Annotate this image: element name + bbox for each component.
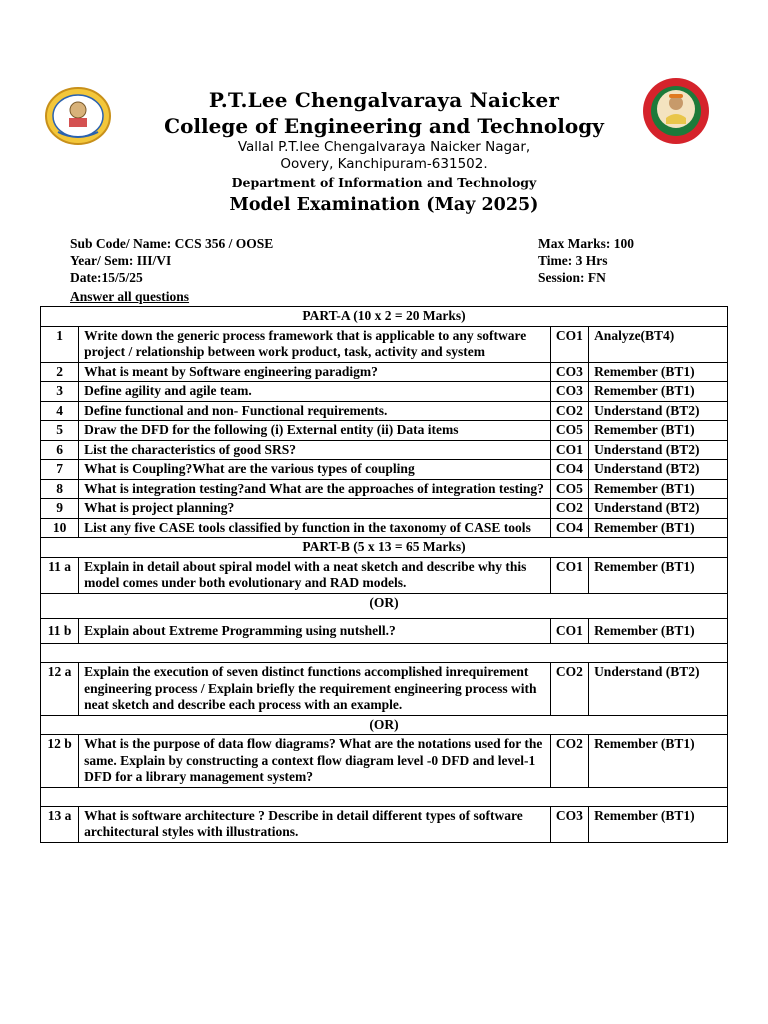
part-b-header-row — [41, 538, 728, 558]
bloom-level: Remember (BT1) — [589, 479, 728, 499]
max-marks: Max Marks: 100 — [538, 236, 634, 251]
course-outcome: CO2 — [550, 663, 588, 716]
or-separator: (OR) — [41, 715, 728, 735]
question-row — [41, 460, 728, 480]
question-number: 6 — [41, 440, 79, 460]
course-outcome: CO1 — [550, 618, 588, 644]
question-text: What is meant by Software engineering paradigm? — [79, 362, 551, 382]
course-outcome: CO2 — [550, 735, 588, 788]
question-row — [41, 479, 728, 499]
course-outcome: CO5 — [550, 421, 588, 441]
spacer-cell — [41, 787, 728, 806]
course-outcome: CO4 — [550, 460, 588, 480]
course-outcome: CO3 — [550, 362, 588, 382]
question-row — [41, 557, 728, 593]
part-a-header-row — [41, 307, 728, 327]
bloom-level: Remember (BT1) — [589, 382, 728, 402]
question-number: 11 b — [41, 618, 79, 644]
question-text: List the characteristics of good SRS? — [79, 440, 551, 460]
question-row — [41, 326, 728, 362]
question-number: 4 — [41, 401, 79, 421]
bloom-level: Remember (BT1) — [589, 806, 728, 842]
course-outcome: CO1 — [550, 557, 588, 593]
question-row — [41, 401, 728, 421]
course-outcome: CO4 — [550, 518, 588, 538]
question-row — [41, 499, 728, 519]
question-text: Explain in detail about spiral model with a neat sketch and describe why this model comes under both evolutionary and RAD models. — [79, 557, 551, 593]
question-row — [41, 382, 728, 402]
bloom-level: Analyze(BT4) — [589, 326, 728, 362]
question-number: 9 — [41, 499, 79, 519]
question-number: 13 a — [41, 806, 79, 842]
part-a-title: PART-A (10 x 2 = 20 Marks) — [41, 307, 728, 327]
course-outcome: CO2 — [550, 499, 588, 519]
question-number: 7 — [41, 460, 79, 480]
question-text: What is project planning? — [79, 499, 551, 519]
bloom-level: Understand (BT2) — [589, 499, 728, 519]
address-line2: Oovery, Kanchipuram-631502. — [280, 156, 488, 172]
question-row — [41, 735, 728, 788]
college-name-line1: P.T.Lee Chengalvaraya Naicker — [208, 88, 560, 112]
bloom-level: Remember (BT1) — [589, 362, 728, 382]
bloom-level: Remember (BT1) — [589, 421, 728, 441]
question-row — [41, 421, 728, 441]
bloom-level: Remember (BT1) — [589, 557, 728, 593]
instruction-answer-all: Answer all questions — [70, 289, 190, 304]
question-number: 5 — [41, 421, 79, 441]
college-name-line2: College of Engineering and Technology — [164, 114, 604, 138]
question-number: 2 — [41, 362, 79, 382]
question-text: List any five CASE tools classified by function in the taxonomy of CASE tools — [79, 518, 551, 538]
question-number: 8 — [41, 479, 79, 499]
question-text: Explain the execution of seven distinct functions accomplished inrequirement engineering process / Explain briefly the requirement engineering process with neat sketch and describe each process with an example. — [79, 663, 551, 716]
bloom-level: Understand (BT2) — [589, 663, 728, 716]
question-text: Draw the DFD for the following (i) External entity (ii) Data items — [79, 421, 551, 441]
question-text: Explain about Extreme Programming using nutshell.? — [79, 618, 551, 644]
course-outcome: CO3 — [550, 806, 588, 842]
question-text: What is Coupling?What are the various types of coupling — [79, 460, 551, 480]
or-separator: (OR) — [41, 593, 728, 618]
exam-session: Session: FN — [538, 270, 606, 285]
question-text: What is integration testing?and What are the approaches of integration testing? — [79, 479, 551, 499]
spacer-row — [41, 644, 728, 663]
bloom-level: Understand (BT2) — [589, 401, 728, 421]
bloom-level: Understand (BT2) — [589, 460, 728, 480]
question-row — [41, 518, 728, 538]
course-outcome: CO1 — [550, 440, 588, 460]
course-outcome: CO5 — [550, 479, 588, 499]
subject-code: Sub Code/ Name: CCS 356 / OOSE — [70, 236, 274, 251]
question-row — [41, 618, 728, 644]
exam-duration: Time: 3 Hrs — [538, 253, 608, 268]
bloom-level: Remember (BT1) — [589, 618, 728, 644]
spacer-cell — [41, 644, 728, 663]
question-row — [41, 806, 728, 842]
question-text: What is software architecture ? Describe in detail different types of software architectural styles with illustrations. — [79, 806, 551, 842]
question-text: Write down the generic process framework that is applicable to any software project / relationship between work product, task, activity and system — [79, 326, 551, 362]
question-number: 11 a — [41, 557, 79, 593]
or-row — [41, 715, 728, 735]
question-text: What is the purpose of data flow diagrams? What are the notations used for the same. Explain by constructing a context flow diagram level -0 DFD and level-1 DFD for a library management system? — [79, 735, 551, 788]
address-line1: Vallal P.T.lee Chengalvaraya Naicker Nagar, — [237, 139, 531, 155]
question-number: 10 — [41, 518, 79, 538]
question-number: 3 — [41, 382, 79, 402]
course-outcome: CO1 — [550, 326, 588, 362]
question-row — [41, 440, 728, 460]
or-row — [41, 593, 728, 618]
year-semester: Year/ Sem: III/VI — [70, 253, 172, 268]
course-outcome: CO3 — [550, 382, 588, 402]
question-row — [41, 663, 728, 716]
question-number: 12 a — [41, 663, 79, 716]
question-text: Define functional and non- Functional requirements. — [79, 401, 551, 421]
course-outcome: CO2 — [550, 401, 588, 421]
question-row — [41, 362, 728, 382]
spacer-row — [41, 787, 728, 806]
bloom-level: Understand (BT2) — [589, 440, 728, 460]
exam-date: Date:15/5/25 — [70, 270, 143, 285]
bloom-level: Remember (BT1) — [589, 518, 728, 538]
department-name: Department of Information and Technology — [231, 175, 537, 190]
exam-title: Model Examination (May 2025) — [229, 195, 539, 215]
bloom-level: Remember (BT1) — [589, 735, 728, 788]
question-table — [40, 306, 728, 843]
question-text: Define agility and agile team. — [79, 382, 551, 402]
part-b-title: PART-B (5 x 13 = 65 Marks) — [41, 538, 728, 558]
question-number: 12 b — [41, 735, 79, 788]
question-number: 1 — [41, 326, 79, 362]
